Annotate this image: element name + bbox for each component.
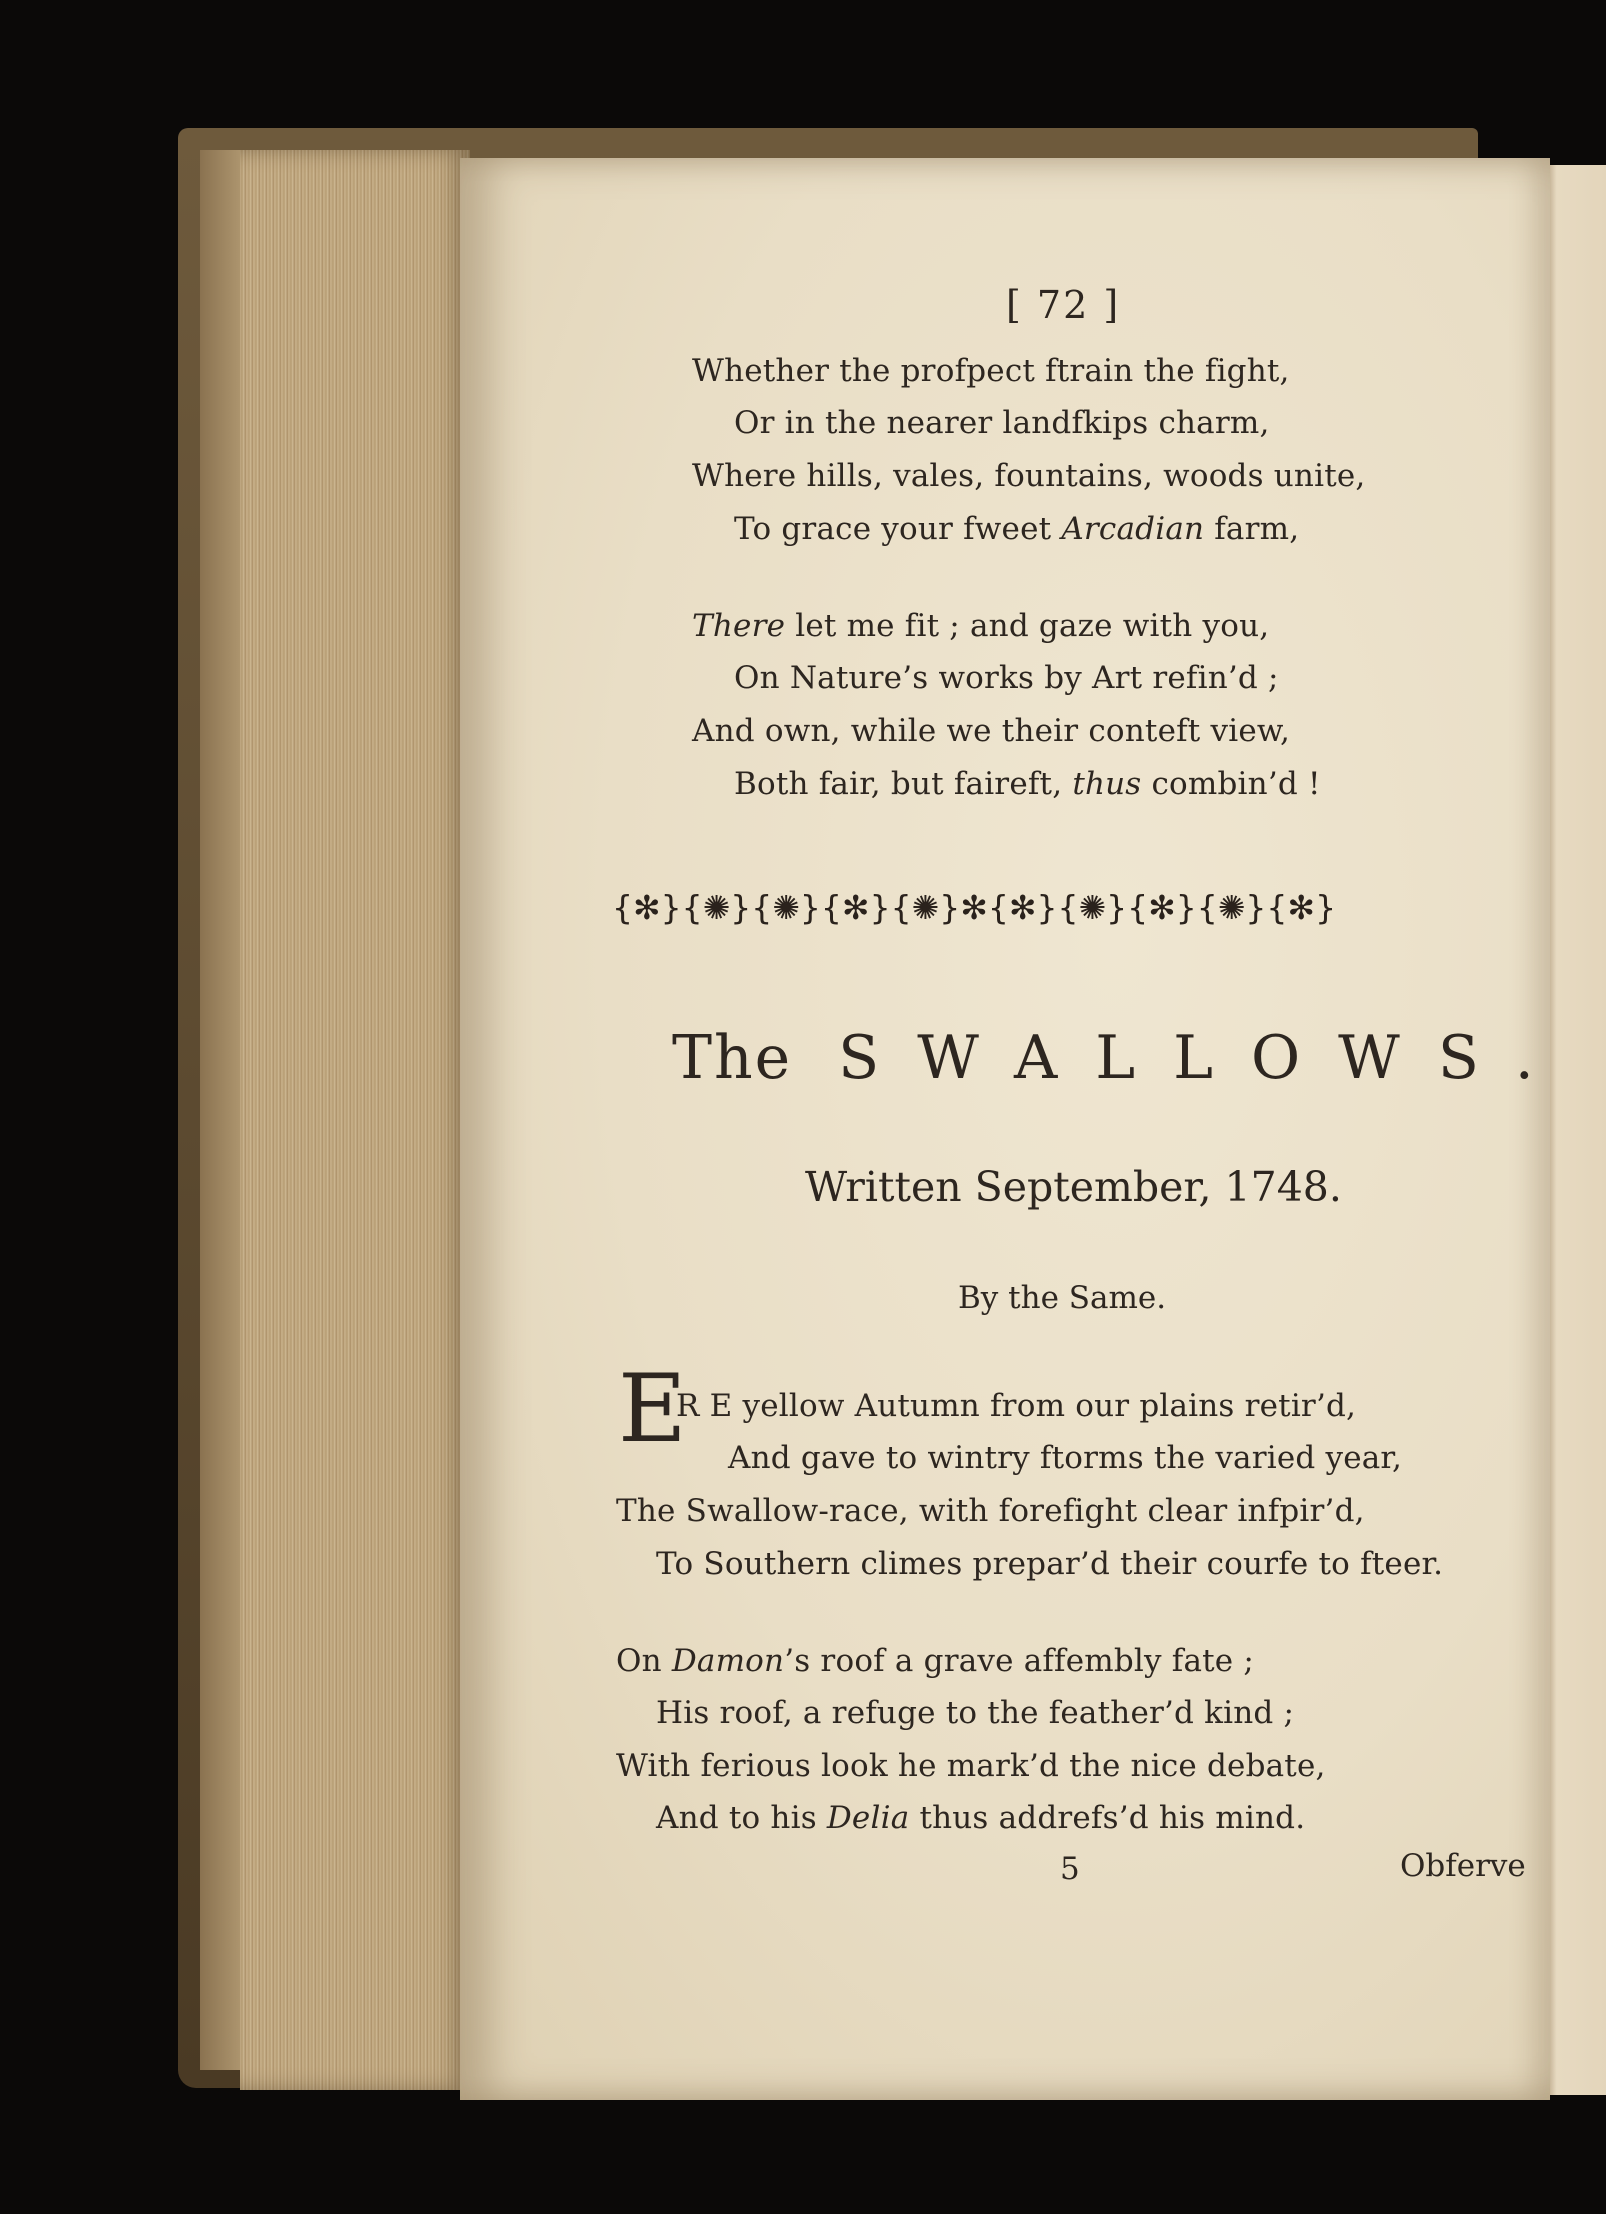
verse-text: combin’d ! — [1141, 766, 1321, 802]
verse-text: farm, — [1204, 511, 1300, 547]
verse-text: thus addrefs’d his mind. — [909, 1800, 1306, 1836]
page-number: [ 72 ] — [1006, 283, 1121, 327]
verse-line: Whether the profpect ftrain the fight, — [692, 353, 1290, 389]
verse-line: R E yellow Autumn from our plains retir’d, — [676, 1388, 1357, 1424]
verse-text: let me fit ; and gaze with you, — [785, 608, 1270, 644]
verse-line — [734, 511, 1299, 547]
italic-word: Damon — [671, 1643, 785, 1679]
verse-line: To Southern climes prepar’d their courfe to fteer. — [656, 1546, 1444, 1582]
italic-word: There — [692, 608, 786, 644]
verse-line: With ferious look he mark’d the nice debate, — [616, 1748, 1326, 1784]
verse-line — [734, 766, 1321, 802]
catchword: Obferve — [1400, 1848, 1526, 1884]
verse-text: To grace your fweet — [734, 511, 1062, 547]
verse-line: On Nature’s works by Art refin’d ; — [734, 660, 1279, 696]
signature-mark: 5 — [1060, 1851, 1080, 1887]
book-page — [460, 158, 1572, 2100]
verse-line: And gave to wintry ftorms the varied year, — [728, 1440, 1403, 1476]
ornamental-divider: {✻}{✺}{✺}{✻}{✺}✻{✻}{✺}{✻}{✺}{✻} — [612, 888, 1337, 927]
italic-word: Arcadian — [1061, 511, 1205, 547]
verse-line: The Swallow-race, with forefight clear infpir’d, — [616, 1493, 1365, 1529]
verse-text: ’s roof a grave affembly fate ; — [784, 1643, 1255, 1679]
verse-text: Both fair, but faireft, — [734, 766, 1073, 802]
verse-line: His roof, a refuge to the feather’d kind ; — [656, 1695, 1295, 1731]
verse-line — [692, 608, 1269, 644]
title-word: The — [672, 1023, 793, 1093]
verse-line: Or in the nearer landfkips charm, — [734, 405, 1270, 441]
italic-word: thus — [1072, 766, 1142, 802]
poem-title — [672, 1023, 1572, 1093]
drop-cap: E — [618, 1355, 687, 1464]
verse-line — [616, 1643, 1254, 1679]
byline: By the Same. — [958, 1280, 1167, 1316]
verse-text: On — [616, 1643, 672, 1679]
italic-word: Delia — [826, 1800, 910, 1836]
verse-line: Where hills, vales, fountains, woods unite, — [692, 458, 1366, 494]
poem-subtitle: Written September, 1748. — [805, 1163, 1342, 1211]
page-edges — [240, 150, 470, 2090]
verse-text: And to his — [656, 1800, 827, 1836]
verse-line: And own, while we their conteft view, — [692, 713, 1291, 749]
verse-line — [656, 1800, 1305, 1836]
title-caps: SWALLOWS. — [838, 1023, 1572, 1093]
